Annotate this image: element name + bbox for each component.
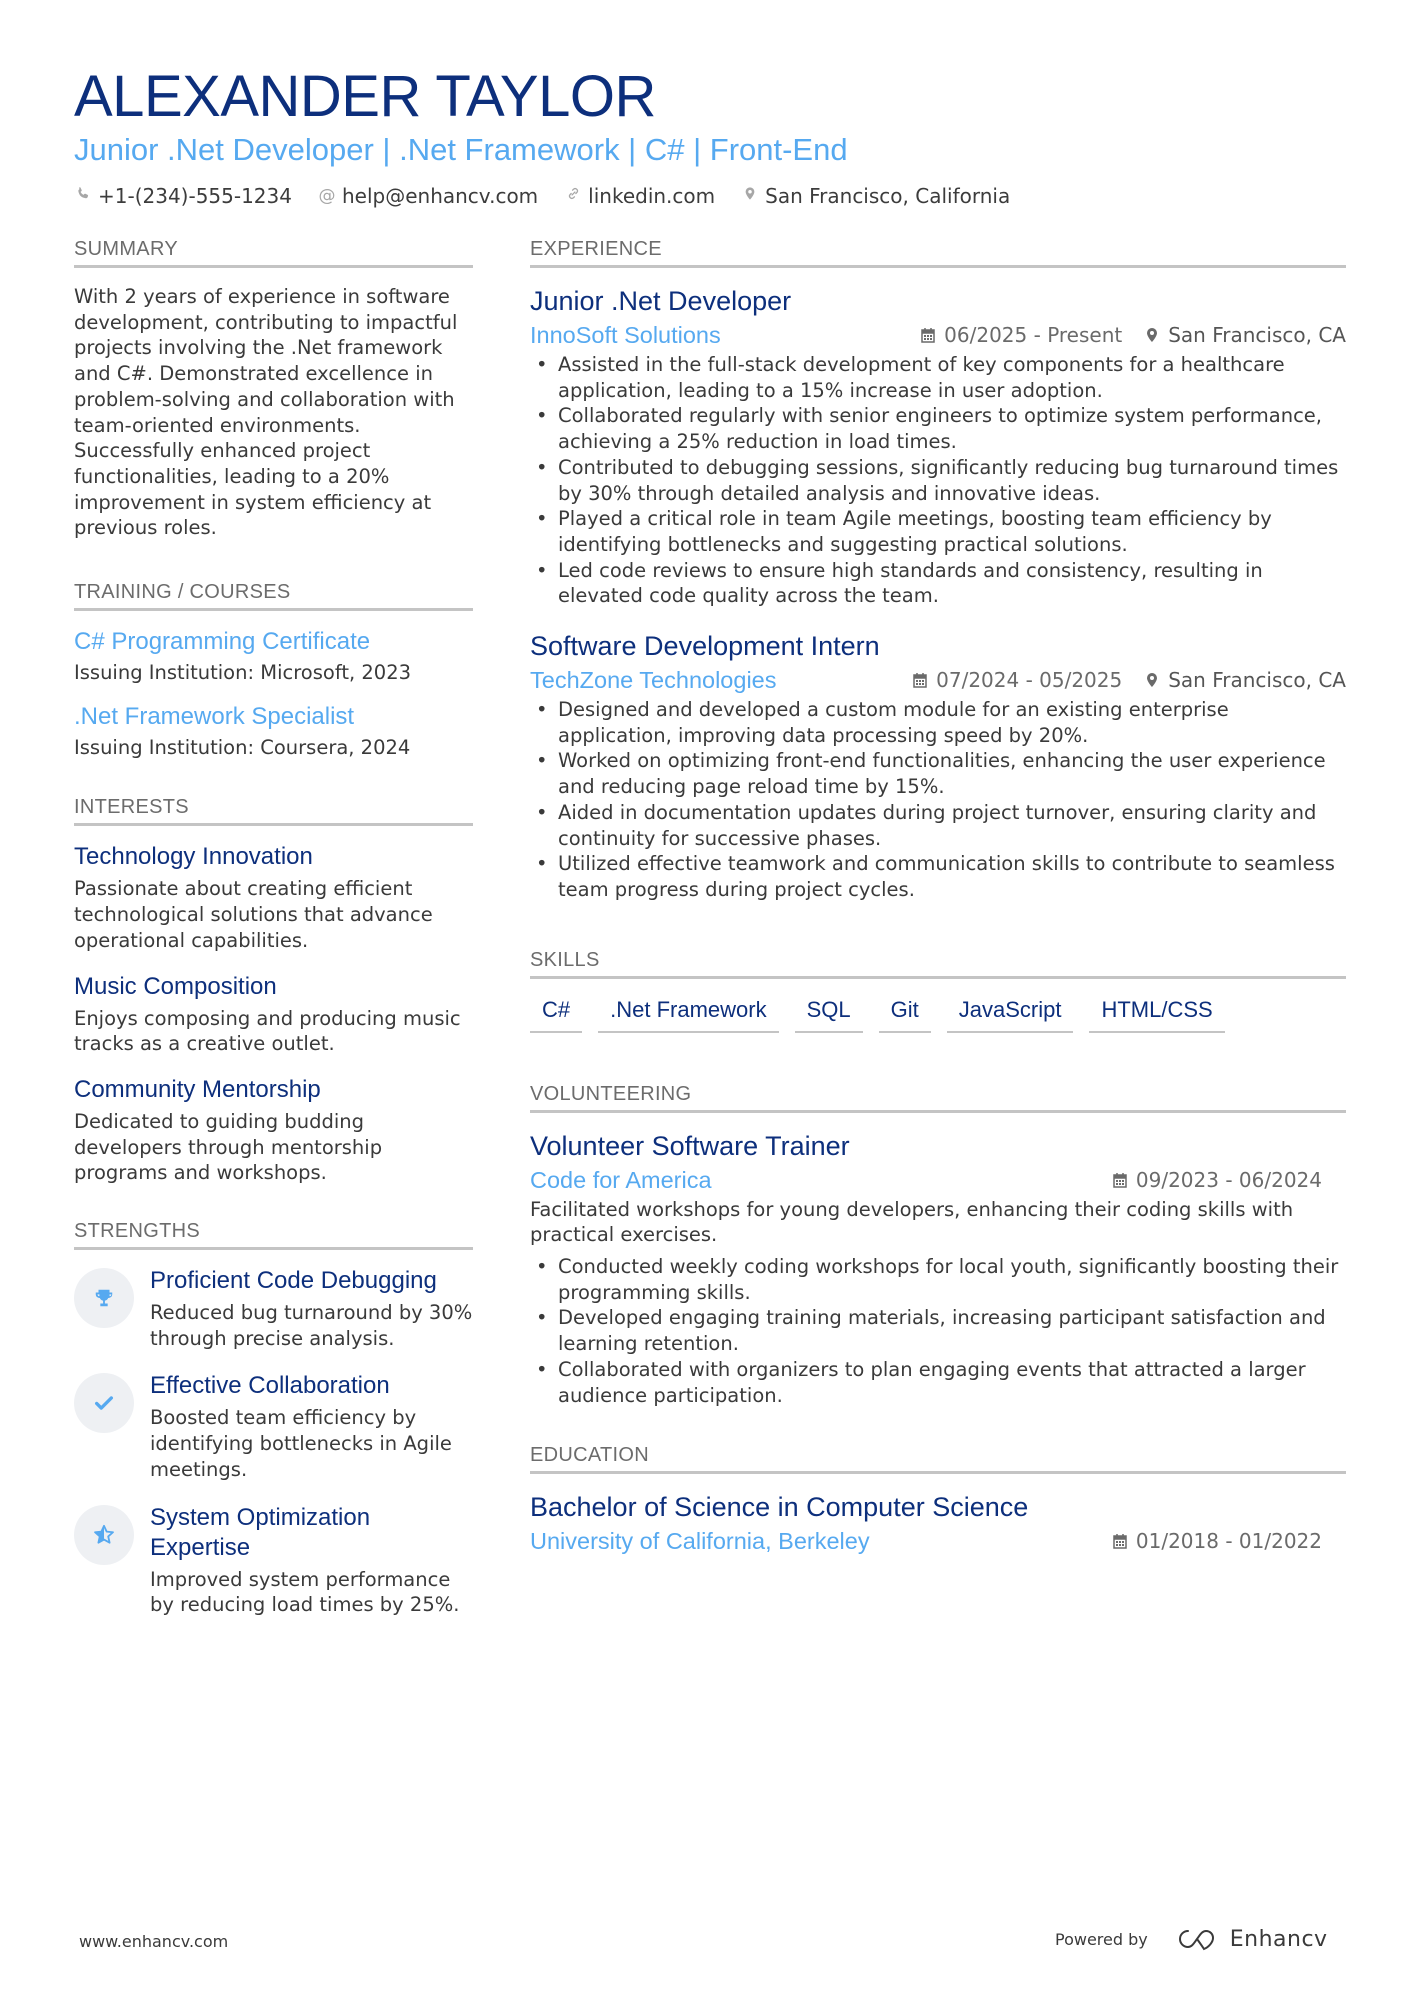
section-title-training: TRAINING / COURSES bbox=[74, 581, 473, 611]
school-name: University of California, Berkeley bbox=[530, 1528, 870, 1555]
bullet-item: • Collaborated regularly with senior engineers to optimize system performance, achieving a 25% reduction in load times. bbox=[530, 403, 1346, 454]
bullet-item: • Collaborated with organizers to plan engaging events that attracted a larger audience participation. bbox=[530, 1357, 1346, 1408]
trophy-icon bbox=[74, 1268, 134, 1328]
interest-detail: Enjoys composing and producing music tracks as a creative outlet. bbox=[74, 1006, 461, 1056]
strength-item bbox=[74, 1371, 473, 1482]
strength-item bbox=[74, 1503, 473, 1618]
right-column bbox=[530, 238, 1346, 1590]
section-title-volunteering: VOLUNTEERING bbox=[530, 1083, 1346, 1113]
bullet-item: • Led code reviews to ensure high standards and consistency, resulting in elevated code quality across the team. bbox=[530, 558, 1346, 609]
bullet-item: • Contributed to debugging sessions, significantly reducing bug turnaround times by 30% through detailed analysis and innovative ideas. bbox=[530, 455, 1346, 506]
checkmark-icon bbox=[74, 1373, 134, 1433]
bullet-item: • Conducted weekly coding workshops for local youth, significantly boosting their programming skills. bbox=[530, 1254, 1346, 1305]
section-title-experience: EXPERIENCE bbox=[530, 238, 1346, 268]
strengths-section bbox=[74, 1220, 473, 1618]
interest-name: Community Mentorship bbox=[74, 1075, 321, 1103]
course-detail: Issuing Institution: Microsoft, 2023 bbox=[74, 661, 412, 685]
company-name: InnoSoft Solutions bbox=[530, 322, 721, 348]
job-bullets bbox=[530, 697, 1346, 903]
section-title-strengths: STRENGTHS bbox=[74, 1220, 473, 1250]
volunteering-section bbox=[530, 1083, 1346, 1409]
skill-tag: C# bbox=[530, 995, 582, 1033]
course-detail: Issuing Institution: Coursera, 2024 bbox=[74, 735, 411, 759]
contact-row bbox=[74, 184, 1346, 208]
resume-header bbox=[74, 62, 1346, 208]
volunteer-dates: 09/2023 - 06/2024 bbox=[1135, 1167, 1322, 1192]
degree-name: Bachelor of Science in Computer Science bbox=[530, 1492, 1029, 1523]
bullet-item: • Utilized effective teamwork and communication skills to contribute to seamless team progress during project cycles. bbox=[530, 851, 1346, 902]
email-link[interactable]: help@enhancv.com bbox=[341, 184, 539, 208]
skill-tag: JavaScript bbox=[947, 995, 1074, 1033]
footer-branding bbox=[1055, 1926, 1328, 1952]
course-item bbox=[74, 627, 473, 686]
bullet-item: • Aided in documentation updates during project turnover, ensuring clarity and continuity for successive phases. bbox=[530, 800, 1346, 851]
contact-location bbox=[741, 184, 1010, 208]
bullet-item: • Assisted in the full-stack development of key components for a healthcare application, leading to a 15% increase in user adoption. bbox=[530, 352, 1346, 403]
skill-tag: .Net Framework bbox=[598, 995, 778, 1033]
strength-name: Proficient Code Debugging bbox=[150, 1267, 437, 1295]
interest-item bbox=[74, 1075, 473, 1186]
interest-detail: Passionate about creating efficient technological solutions that advance operational capabilities. bbox=[74, 877, 433, 952]
strength-detail: Boosted team efficiency by identifying bottlenecks in Agile meetings. bbox=[150, 1406, 452, 1481]
skill-tag: HTML/CSS bbox=[1089, 995, 1224, 1033]
strength-name: Effective Collaboration bbox=[150, 1372, 390, 1400]
enhancv-logo-icon bbox=[1174, 1926, 1220, 1952]
brand-link[interactable] bbox=[1174, 1926, 1328, 1952]
volunteer-description: Facilitated workshops for young developers, enhancing their coding skills with practical exercises. bbox=[530, 1197, 1294, 1247]
interest-item bbox=[74, 842, 473, 953]
skill-tag: SQL bbox=[795, 995, 863, 1033]
skills-section bbox=[530, 949, 1346, 1033]
education-dates: 01/2018 - 01/2022 bbox=[1135, 1529, 1322, 1554]
education-section bbox=[530, 1444, 1346, 1556]
left-column bbox=[74, 238, 473, 1652]
summary-section bbox=[74, 238, 473, 541]
job-dates: 06/2025 - Present bbox=[944, 323, 1123, 347]
calendar-icon bbox=[1112, 1533, 1128, 1549]
company-name: TechZone Technologies bbox=[530, 667, 777, 694]
volunteer-role: Volunteer Software Trainer bbox=[530, 1130, 850, 1161]
powered-by-label: Powered by bbox=[1055, 1929, 1148, 1949]
interest-name: Technology Innovation bbox=[74, 843, 313, 871]
location-icon bbox=[1144, 327, 1160, 343]
location-icon bbox=[741, 186, 759, 206]
strength-detail: Improved system performance by reducing load times by 25%. bbox=[150, 1567, 460, 1617]
strength-item bbox=[74, 1266, 473, 1351]
skill-tag: Git bbox=[879, 995, 931, 1033]
bullet-item: • Developed engaging training materials, increasing participant satisfaction and learning retention. bbox=[530, 1305, 1346, 1356]
phone-icon bbox=[74, 186, 92, 206]
course-item bbox=[74, 702, 473, 761]
location-icon bbox=[1144, 672, 1160, 688]
course-name: C# Programming Certificate bbox=[74, 628, 371, 656]
interests-section bbox=[74, 796, 473, 1186]
interest-name: Music Composition bbox=[74, 972, 277, 1000]
job-bullets bbox=[530, 352, 1346, 609]
strength-name: System Optimization Expertise bbox=[150, 1503, 371, 1561]
strength-detail: Reduced bug turnaround by 30% through precise analysis. bbox=[150, 1301, 473, 1350]
contact-linkedin bbox=[564, 184, 715, 208]
interest-detail: Dedicated to guiding budding developers through mentorship programs and workshops. bbox=[74, 1109, 383, 1185]
job-title: Software Development Intern bbox=[530, 631, 880, 662]
calendar-icon bbox=[1112, 1172, 1128, 1188]
candidate-headline: Junior .Net Developer | .Net Framework | C# | Front-End bbox=[74, 132, 848, 167]
job-dates: 07/2024 - 05/2025 bbox=[936, 668, 1123, 693]
section-title-education: EDUCATION bbox=[530, 1444, 1346, 1474]
section-title-summary: SUMMARY bbox=[74, 238, 473, 268]
job-location: San Francisco, CA bbox=[1168, 323, 1346, 347]
bullet-item: • Worked on optimizing front-end functionalities, enhancing the user experience and reducing page reload time by 15%. bbox=[530, 748, 1346, 799]
skills-list bbox=[530, 995, 1346, 1033]
half-star-icon bbox=[74, 1505, 134, 1565]
link-icon bbox=[564, 186, 582, 206]
bullet-item: • Designed and developed a custom module for an existing enterprise application, improving data processing speed by 20%. bbox=[530, 697, 1346, 748]
brand-name: Enhancv bbox=[1229, 1926, 1328, 1952]
job-title: Junior .Net Developer bbox=[530, 286, 792, 316]
job-location: San Francisco, CA bbox=[1168, 668, 1346, 693]
training-section bbox=[74, 581, 473, 760]
calendar-icon bbox=[920, 327, 936, 343]
organization-name: Code for America bbox=[530, 1166, 712, 1193]
interest-item bbox=[74, 972, 473, 1057]
section-title-skills: SKILLS bbox=[530, 949, 1346, 979]
education-entry bbox=[530, 1490, 1346, 1556]
volunteer-bullets bbox=[530, 1254, 1346, 1408]
course-name: .Net Framework Specialist bbox=[74, 702, 355, 730]
bullet-item: • Played a critical role in team Agile meetings, boosting team efficiency by identifying bottlenecks and suggesting practical solutions. bbox=[530, 506, 1346, 557]
section-title-interests: INTERESTS bbox=[74, 796, 473, 826]
contact-phone bbox=[74, 184, 292, 208]
footer-website[interactable]: www.enhancv.com bbox=[79, 1932, 229, 1951]
experience-entry bbox=[530, 629, 1346, 903]
volunteer-entry bbox=[530, 1129, 1346, 1409]
calendar-icon bbox=[912, 672, 928, 688]
summary-text: With 2 years of experience in software development, contributing to impactful projects involving the .Net framework and C#. Demonstrated excellence in problem-solving and collaboration with team-oriented environments. Successfully enhanced project functionalities, leading to a 20% improvement in system efficiency at previous roles. bbox=[74, 285, 458, 540]
phone-text[interactable]: +1-(234)-555-1234 bbox=[98, 184, 292, 208]
at-icon: @ bbox=[318, 186, 336, 206]
linkedin-link[interactable]: linkedin.com bbox=[588, 184, 716, 208]
experience-section bbox=[530, 238, 1346, 903]
location-text: San Francisco, California bbox=[765, 184, 1011, 208]
candidate-name: ALEXANDER TAYLOR bbox=[74, 64, 656, 129]
experience-entry bbox=[530, 284, 1346, 609]
contact-email bbox=[318, 184, 538, 208]
